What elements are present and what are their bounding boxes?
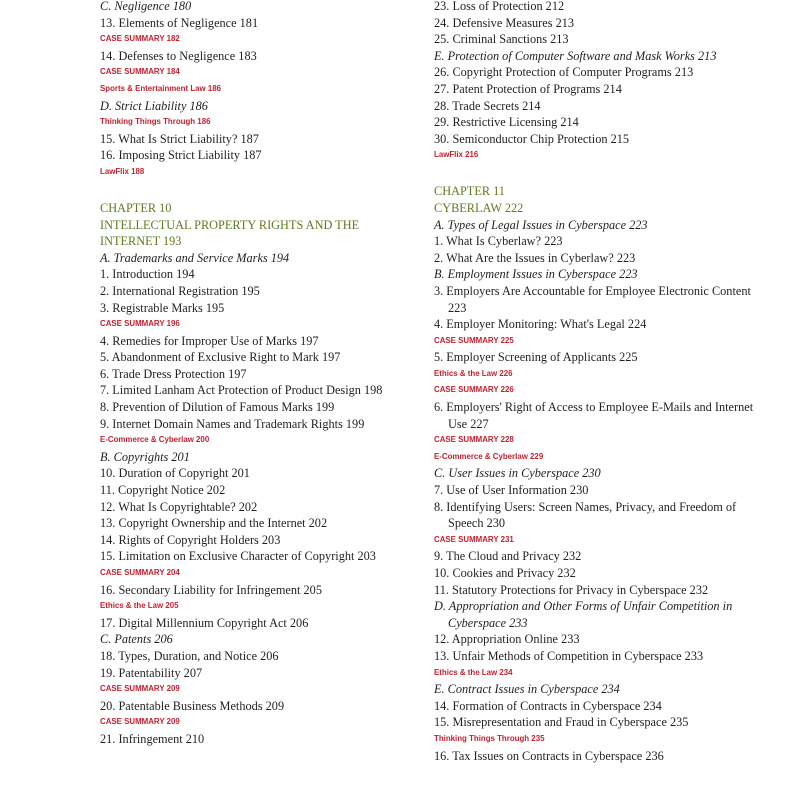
toc-entry: 11. Copyright Notice 202 bbox=[100, 483, 226, 498]
toc-entry: 1. Introduction 194 bbox=[100, 267, 195, 282]
toc-entry: 13. Copyright Ownership and the Internet 202 bbox=[100, 516, 328, 531]
toc-feature-label: E-Commerce & Cyberlaw 200 bbox=[100, 435, 210, 445]
toc-entry: 7. Use of User Information 230 bbox=[434, 483, 589, 498]
toc-entry: 2. International Registration 195 bbox=[100, 283, 260, 298]
toc-entry: 13. Elements of Negligence 181 bbox=[100, 15, 259, 30]
toc-feature-label: LawFlix 216 bbox=[434, 150, 479, 160]
toc-section-heading: C. User Issues in Cyberspace 230 bbox=[434, 466, 601, 481]
toc-entry: 8. Identifying Users: Screen Names, Privacy, and Freedom of Speech 230 bbox=[434, 499, 737, 531]
toc-entry: 24. Defensive Measures 213 bbox=[434, 15, 575, 30]
toc-entry: 10. Duration of Copyright 201 bbox=[100, 466, 250, 481]
toc-feature-label: Thinking Things Through 235 bbox=[434, 733, 545, 743]
toc-entry: 18. Types, Duration, and Notice 206 bbox=[100, 648, 279, 663]
toc-entry: 6. Employers' Right of Access to Employee E-Mails and Internet Use 227 bbox=[434, 400, 754, 431]
toc-section-heading: C. Patents 206 bbox=[100, 632, 173, 647]
toc-entry: 5. Employer Screening of Applicants 225 bbox=[434, 350, 638, 365]
toc-entry: 9. The Cloud and Privacy 232 bbox=[434, 549, 582, 564]
toc-section-heading: A. Types of Legal Issues in Cyberspace 223 bbox=[434, 217, 648, 232]
toc-entry: 14. Formation of Contracts in Cyberspace 234 bbox=[434, 698, 662, 713]
toc-entry: 2. What Are the Issues in Cyberlaw? 223 bbox=[434, 250, 636, 265]
toc-entry: 17. Digital Millennium Copyright Act 206 bbox=[100, 615, 309, 630]
toc-entry: 4. Employer Monitoring: What's Legal 224 bbox=[434, 317, 647, 332]
toc-section-heading: E. Contract Issues in Cyberspace 234 bbox=[434, 682, 620, 697]
toc-feature-label: CASE SUMMARY 225 bbox=[434, 335, 514, 345]
toc-section-heading: B. Employment Issues in Cyberspace 223 bbox=[434, 267, 638, 282]
toc-entry: 26. Copyright Protection of Computer Programs 213 bbox=[434, 65, 694, 80]
toc-feature-label: Ethics & the Law 234 bbox=[434, 667, 513, 677]
toc-entry: 3. Registrable Marks 195 bbox=[100, 300, 225, 315]
toc-entry: 16. Tax Issues on Contracts in Cyberspace 236 bbox=[434, 748, 664, 763]
chapter-title: CYBERLAW 222 bbox=[434, 200, 524, 215]
toc-feature-label: Sports & Entertainment Law 186 bbox=[100, 83, 222, 93]
toc-entry: 27. Patent Protection of Programs 214 bbox=[434, 81, 622, 96]
toc-entry: 29. Restrictive Licensing 214 bbox=[434, 115, 579, 130]
toc-entry: 19. Patentability 207 bbox=[100, 665, 203, 680]
toc-feature-label: Thinking Things Through 186 bbox=[100, 117, 211, 127]
toc-entry: 7. Limited Lanham Act Protection of Product Design 198 bbox=[100, 383, 383, 398]
toc-entry: 15. Limitation on Exclusive Character of Copyright 203 bbox=[100, 549, 376, 564]
toc-entry: 13. Unfair Methods of Competition in Cyberspace 233 bbox=[434, 648, 704, 663]
toc-feature-label: CASE SUMMARY 228 bbox=[434, 435, 514, 445]
toc-feature-label: CASE SUMMARY 209 bbox=[100, 684, 180, 694]
toc-section-heading: B. Copyrights 201 bbox=[100, 449, 190, 464]
chapter-number: CHAPTER 10 bbox=[100, 200, 172, 215]
toc-feature-label: LawFlix 188 bbox=[100, 166, 145, 176]
toc-entry: 16. Imposing Strict Liability 187 bbox=[100, 148, 262, 163]
toc-entry: 5. Abandonment of Exclusive Right to Mark 197 bbox=[100, 350, 341, 365]
toc-entry: 15. Misrepresentation and Fraud in Cyberspace 235 bbox=[434, 715, 689, 730]
toc-entry: 11. Statutory Protections for Privacy in Cyberspace 232 bbox=[434, 582, 709, 597]
toc-entry: 14. Defenses to Negligence 183 bbox=[100, 48, 257, 63]
toc-feature-label: CASE SUMMARY 182 bbox=[100, 34, 180, 44]
toc-entry: 15. What Is Strict Liability? 187 bbox=[100, 131, 259, 146]
toc-feature-label: Ethics & the Law 205 bbox=[100, 601, 179, 611]
toc-feature-label: Ethics & the Law 226 bbox=[434, 368, 513, 378]
toc-section-heading: D. Strict Liability 186 bbox=[100, 98, 208, 113]
toc-feature-label: CASE SUMMARY 226 bbox=[434, 385, 514, 395]
toc-entry: 4. Remedies for Improper Use of Marks 197 bbox=[100, 333, 319, 348]
toc-entry: 9. Internet Domain Names and Trademark Rights 199 bbox=[100, 416, 365, 431]
toc-entry: 21. Infringement 210 bbox=[100, 731, 205, 746]
toc-section-heading: C. Negligence 180 bbox=[100, 0, 192, 13]
toc-entry: 28. Trade Secrets 214 bbox=[434, 98, 541, 113]
chapter-number: CHAPTER 11 bbox=[434, 183, 505, 198]
toc-feature-label: CASE SUMMARY 204 bbox=[100, 568, 180, 577]
toc-feature-label: CASE SUMMARY 209 bbox=[100, 717, 180, 727]
toc-entry: 10. Cookies and Privacy 232 bbox=[434, 566, 576, 580]
toc-feature-label: CASE SUMMARY 196 bbox=[100, 319, 180, 329]
toc-entry: 23. Loss of Protection 212 bbox=[434, 0, 565, 13]
toc-section-heading: A. Trademarks and Service Marks 194 bbox=[100, 250, 290, 265]
toc-entry: 12. Appropriation Online 233 bbox=[434, 632, 580, 647]
toc-feature-label: E-Commerce & Cyberlaw 229 bbox=[434, 451, 544, 461]
toc-right-column bbox=[434, 0, 764, 764]
toc-entry: 30. Semiconductor Chip Protection 215 bbox=[434, 131, 630, 146]
toc-entry: 8. Prevention of Dilution of Famous Marks 199 bbox=[100, 400, 335, 415]
toc-section-heading: D. Appropriation and Other Forms of Unfair Competition in Cyberspace 233 bbox=[434, 599, 733, 630]
toc-entry: 3. Employers Are Accountable for Employee Electronic Content 223 bbox=[434, 283, 751, 315]
chapter-title: INTELLECTUAL PROPERTY RIGHTS AND THE INTERNET 193 bbox=[100, 217, 360, 249]
toc-entry: 6. Trade Dress Protection 197 bbox=[100, 366, 247, 381]
toc-section-heading: E. Protection of Computer Software and Mask Works 213 bbox=[434, 48, 717, 63]
toc-entry: 16. Secondary Liability for Infringement 205 bbox=[100, 582, 322, 597]
toc-entry: 25. Criminal Sanctions 213 bbox=[434, 32, 569, 47]
toc-entry: 14. Rights of Copyright Holders 203 bbox=[100, 532, 281, 547]
toc-feature-label: CASE SUMMARY 184 bbox=[100, 67, 180, 77]
toc-entry: 12. What Is Copyrightable? 202 bbox=[100, 499, 258, 514]
toc-feature-label: CASE SUMMARY 231 bbox=[434, 534, 514, 544]
toc-left-column bbox=[100, 0, 400, 748]
toc-entry: 1. What Is Cyberlaw? 223 bbox=[434, 234, 563, 249]
toc-entry: 20. Patentable Business Methods 209 bbox=[100, 698, 285, 713]
